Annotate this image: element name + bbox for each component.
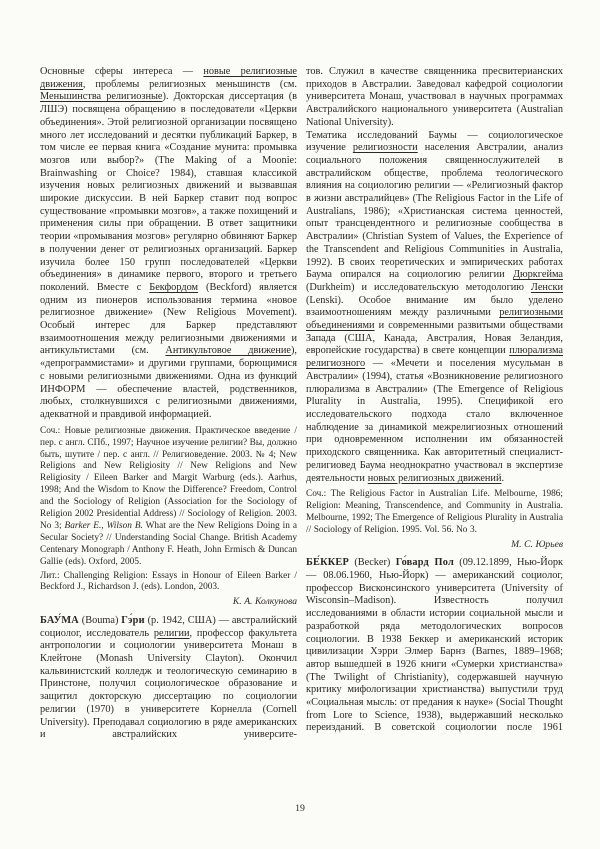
cross-reference: новые религиозные движения: [40, 66, 297, 90]
right-column: [306, 66, 563, 742]
cross-reference: религиозными объединениями: [306, 307, 563, 332]
cross-reference: плюрализма религиозного: [306, 345, 563, 370]
text-run: (р. 1942, США) — австралийский социолог, исследователь: [40, 614, 297, 639]
page-number: 19: [295, 803, 305, 814]
text-run: (09.12.1899, Нью-Йорк — 08.06.1960, Нью-Йорк) — американский социолог, профессор Висконсинского университета (University of Wisconsin–Madison). Известность получил исследованиями в области истории социальной мысли и разработкой ряда методологических вопросов социологии. В 1938 Беккер и американский историк цивилизации Хэрри Элмер Барнз (Barnes, 1889–1968; автор вышедшей в 1926 книги «Сумерки христианства» (The Twilight of Christianity), содержавшей научную критику мифологизации христианства) выпустили труд «Социальная мысль: от предания к науке» (Social Thought from Lore to Science, 1938), выдержавший несколько переизданий. В советской социологии после 1961: [306, 557, 563, 734]
author-name: К. А. Колкунова: [232, 596, 297, 608]
entry-bauma-continuation: [306, 66, 563, 130]
author-name: М. С. Юрьев: [511, 538, 563, 550]
text-run: Лит.: Challenging Religion: Essays in Honour of Eileen Barker / Beckford J., Richardson J. (eds). London, 2003.: [40, 570, 297, 593]
cross-reference: религии: [153, 627, 190, 639]
two-column-layout: [40, 66, 564, 742]
text-run: .: [501, 472, 505, 484]
text-run: (Becker): [348, 557, 396, 569]
text-run: , проблемы религиозных меньшинств (см.: [82, 78, 297, 90]
entry-bauma: [40, 615, 297, 742]
text-run: Соч.: Новые религиозные движения. Практическое введение / пер. с англ. СПб., 1997; Научное изучение религии? Вы, должно быть, шутите / пер. с англ. // Религиоведение. 2003. № 4; New Religions and New Religiosity // New Religions and New Religiosity / Eileen Barker and Margit Warburg (eds.). Aarhus, 1998; And the Wisdom to Know the Difference? Freedom, Control and the Sociology of Religion (Association for the Sociology of Religion 2002 Presidential Address) // Sociology of Religion. 2003. No 3;: [40, 425, 297, 531]
text-run: Основные сферы интереса —: [40, 66, 204, 77]
bibliography-literature: [40, 571, 297, 595]
text-run: Соч.: The Religious Factor in Australian Life. Melbourne, 1986; Religion: Meaning, Transcendence, and Community in Australia. Melbourne, 1992; The Emergence of Religious Plurality in Australia // Sociology of Religion. 1995. Vol. 56. No 3.: [306, 489, 563, 535]
bibliography-works: [40, 426, 297, 569]
cross-reference: новых религиозных движений: [367, 472, 502, 484]
cross-reference: Бекфордом: [149, 281, 199, 293]
cross-reference: Дюркгейма: [512, 269, 563, 281]
text-run: , профессор факультета антропологии и социологии университета Монаш в Клейтоне (Monash University Clayton). Окончил кальвинистский колледж и теологическую семинарию в Принстоне, получил социологическое образование и защитил докторскую диссертацию по социологии религии (1970) в университете Корнелла (Cornell University). Преподавал социологию в ряде американских и австралийских университе-: [40, 627, 297, 741]
text-run: (Beckford) является одним из пионеров использования термина «новое религиозное движение» (New Religious Movement). Особый интерес для Баркер представляют взаимоотношения между религиозными движениями и антикультистами (см.: [40, 281, 297, 357]
entry-headword: БАУ́МА: [40, 614, 79, 626]
text-run: Barker E., Wilson B.: [64, 520, 143, 531]
text-run: ). Докторская диссертация (в ЛШЭ) посвящена обращению в последователи «Церкви объединения». Этой религиозной организации посвящено много лет исследований и десятки публикаций Баркер, в том числе ее первая книга «Создание мунита: промывка мозгов или выбор?» (The Making of a Moonie: Brainwashing or Choice? 1984), ставшая классикой изучения новых религиозных движений и вызвавшая широкие дискуссии. В ней Баркер ставит под вопрос существование «промывки мозгов», а также похищений и применения силы при обращении. В ответ защитники теории «промывания мозгов» регулярно обвиняют Баркер в получении денег от религиозных организаций. Баркер изучила более 150 групп последователей «Церкви объединения» в динамике первого, второго и третьего поколений. Вместе с: [40, 91, 298, 293]
text-run: (Lenski). Особое внимание им было уделено взаимоотношениям между различными: [306, 294, 563, 319]
text-run: и современными развитыми обществами Запада (США, Канада, Австралия, Новая Зеландия, европейские государства) в свете концепции: [306, 320, 563, 357]
entry-headword: Гэ́ри: [121, 614, 145, 626]
author-signature: [306, 539, 563, 552]
text-run: (Bouma): [78, 614, 122, 626]
text-run: What are the New Religions Doing in a Secular Society? // Understanding Social Change. British Academy Centenary Monograph / Anthony F. Heath, John Ermisch & Duncan Gallie (eds). Oxford, 2005.: [40, 520, 297, 567]
entry-becker: [306, 557, 563, 735]
entry-barker-continuation: [40, 66, 297, 422]
left-column: [40, 66, 297, 742]
cross-reference: религиозности: [352, 142, 418, 154]
text-run: ), «депрограммистами» и другими группами, борющимися с новыми религиозными движениями. Одна из функций ИНФОРМ — обеспечение властей, родственников, любых, столкнувшихся с религиозными движениями, адекватной и правдивой информацией.: [40, 345, 297, 420]
cross-reference: Меньшинства религиозные: [40, 91, 163, 103]
entry-headword: БЕ́ККЕР: [306, 557, 349, 569]
text-run: — «Мечети и поселения мусульман в Австралии» (1994), статья «Возникновение религиозного плюрализма в Австралии» (The Emergence of Religious Plurality in Australia, 1995). Спецификой его исследовательского подхода стало включенное наблюдение за динамикой межрелигиозных отношений при одновременном исполнении им обязанностей приходского священника. Как авторитетный специалист-религиовед Баума неоднократно участвовал в экспертизе деятельности: [306, 358, 563, 484]
entry-bauma-research: [306, 130, 563, 486]
cross-reference: Ленски: [530, 281, 563, 293]
author-signature: [40, 596, 297, 609]
text-run: (Durkheim) и исследовательскую методологию: [306, 281, 531, 293]
text-run: тов. Служил в качестве священника пресвитерианских приходов в Австралии. Заведовал кафедрой социологии университета Монаш, участвовал в научных программах Австралийского национального университета (Australian National University).: [306, 66, 563, 128]
bibliography-works: [306, 489, 563, 537]
text-run: Тематика исследований Баумы — социологическое изучение: [306, 129, 563, 154]
entry-headword: Го́вард Пол: [395, 557, 454, 569]
cross-reference: Антикультовое движение: [165, 345, 291, 357]
text-run: населения Австралии, анализ социального положения священнослужителей в австралийском обществе, проблема теологического влияния на социологию религии — «Религиозный фактор в жизни австралийцев» (The Religious Factor in the Life of Australians, 1986); «Христианская система ценностей, опыт трансцендентного и религиозные сообщества в Австралии» (Christian System of Values, the Experience of the Transcendent and Religious Communities in Australia, 1992). В своих теоретических и эмпирических работах Баума опирался на социологию религии: [306, 142, 563, 281]
